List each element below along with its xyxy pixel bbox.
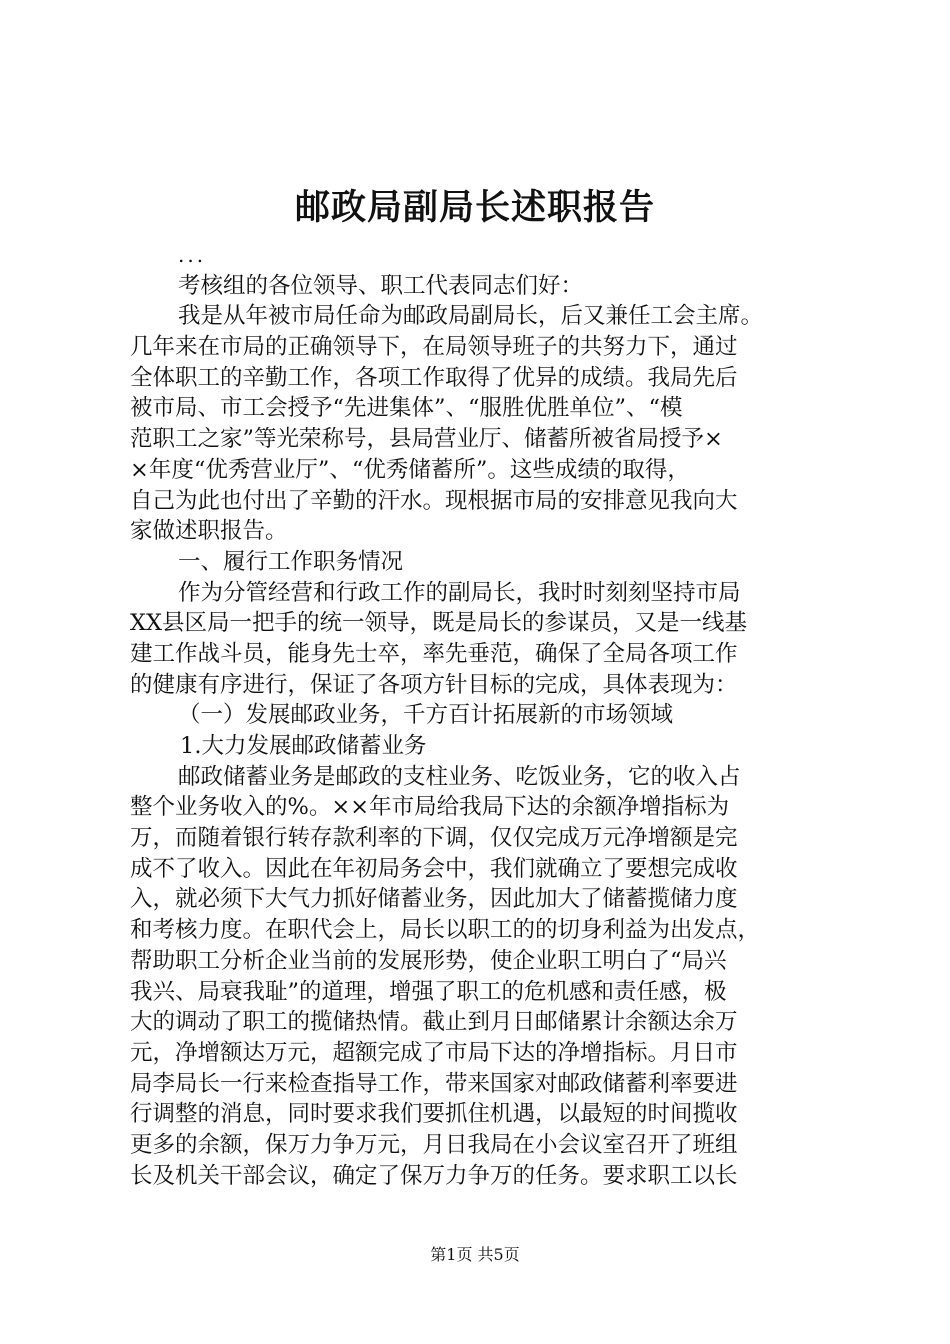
body-line: 我兴、局衰我耻”的道理，增强了职工的危机感和责任感，极 <box>130 978 727 1005</box>
body-line: 建工作战斗员，能身先士卒，率先垂范，确保了全局各项工作 <box>130 640 738 667</box>
body-line: 的健康有序进行，保证了各项方针目标的完成，具体表现为： <box>130 671 738 698</box>
body-line: 成不了收入。因此在年初局务会中，我们就确立了要想完成收 <box>130 855 738 882</box>
body-ellipsis: ... <box>178 243 207 267</box>
body-line: ×年度“优秀营业厅”、“优秀储蓄所”。这些成绩的取得， <box>130 456 690 483</box>
body-line: 行调整的消息，同时要求我们要抓住机遇，以最短的时间揽收 <box>130 1101 738 1128</box>
body-line: 全体职工的辛勤工作，各项工作取得了优异的成绩。我局先后 <box>130 364 738 391</box>
body-line: 考核组的各位领导、职工代表同志们好： <box>178 272 584 299</box>
body-line: 长及机关干部会议，确定了保万力争万的任务。要求职工以长 <box>130 1162 738 1189</box>
body-line: 局李局长一行来检查指导工作，带来国家对邮政储蓄利率要进 <box>130 1070 738 1097</box>
section-heading: 一、履行工作职务情况 <box>178 548 404 575</box>
body-line: 大的调动了职工的揽储热情。截止到月日邮储累计余额达余万 <box>130 1009 738 1036</box>
body-line: 自己为此也付出了辛勤的汗水。现根据市局的安排意见我向大 <box>130 487 738 514</box>
body-line: 家做述职报告。 <box>130 518 288 545</box>
subsection-heading: （一）发展邮政业务，千方百计拓展新的市场领域 <box>178 702 674 729</box>
body-line: 邮政储蓄业务是邮政的支柱业务、吃饭业务，它的收入占 <box>178 763 741 790</box>
document-body <box>130 240 830 1191</box>
body-line: 整个业务收入的%。××年市局给我局下达的余额净增指标为 <box>130 794 730 821</box>
body-line: 和考核力度。在职代会上，局长以职工的的切身利益为出发点， <box>130 917 761 944</box>
body-line: 更多的余额，保万力争万元，月日我局在小会议室召开了班组 <box>130 1131 738 1158</box>
body-line: XX县区局一把手的统一领导，既是局长的参谋员，又是一线基 <box>130 610 748 637</box>
body-line: 作为分管经营和行政工作的副局长，我时时刻刻坚持市局 <box>178 579 741 606</box>
body-line: 范职工之家”等光荣称号，县局营业厅、储蓄所被省局授予× <box>130 426 723 453</box>
item-heading: 1.大力发展邮政储蓄业务 <box>180 733 427 759</box>
body-line: 万，而随着银行转存款利率的下调，仅仅完成万元净增额是完 <box>130 825 738 852</box>
page-number: 第1页 共5页 <box>430 1245 520 1264</box>
body-line: 被市局、市工会授予“先进集体”、“服胜优胜单位”、“模 <box>130 395 683 422</box>
body-line: 几年来在市局的正确领导下，在局领导班子的共努力下，通过 <box>130 334 738 361</box>
body-line: 我是从年被市局任命为邮政局副局长，后又兼任工会主席。 <box>178 303 764 330</box>
document-title: 邮政局副局长述职报告 <box>294 187 655 228</box>
body-line: 入，就必须下大气力抓好储蓄业务，因此加大了储蓄揽储力度 <box>130 886 738 913</box>
body-line: 帮助职工分析企业当前的发展形势，使企业职工明白了“局兴 <box>130 947 727 974</box>
body-line: 元，净增额达万元，超额完成了市局下达的净增指标。月日市 <box>130 1039 738 1066</box>
